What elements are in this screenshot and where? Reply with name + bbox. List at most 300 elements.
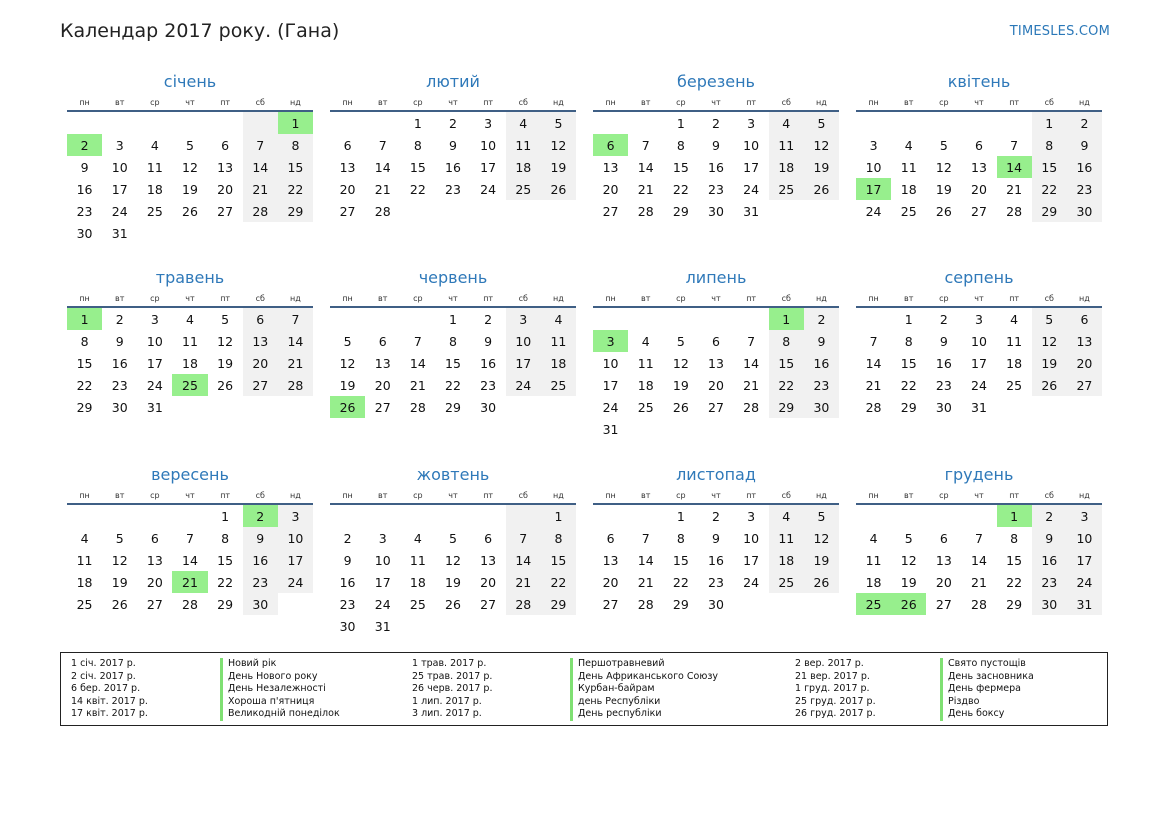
day-cell[interactable]: 11 — [865, 552, 882, 568]
day-cell[interactable]: 1 — [676, 508, 685, 524]
day-cell[interactable]: 24 — [480, 181, 497, 197]
day-cell[interactable]: 10 — [278, 527, 313, 549]
day-cell[interactable]: 24 — [374, 596, 391, 612]
day-cell[interactable]: 5 — [186, 137, 194, 153]
day-cell[interactable]: 26 — [330, 396, 365, 418]
day-cell[interactable]: 9 — [80, 159, 89, 175]
day-cell[interactable]: 29 — [1032, 200, 1067, 222]
day-cell[interactable]: 24 — [743, 574, 760, 590]
day-cell[interactable]: 9 — [1067, 134, 1102, 156]
day-cell[interactable]: 4 — [769, 504, 804, 527]
day-cell[interactable]: 12 — [804, 527, 839, 549]
day-cell[interactable]: 23 — [243, 571, 278, 593]
day-cell[interactable]: 6 — [1067, 307, 1102, 330]
day-cell[interactable]: 9 — [712, 137, 720, 153]
day-cell[interactable]: 8 — [769, 330, 804, 352]
day-cell[interactable]: 13 — [339, 159, 356, 175]
day-cell[interactable]: 30 — [935, 399, 952, 415]
day-cell[interactable]: 4 — [641, 333, 650, 349]
brand-link[interactable]: TIMESLES.COM — [1009, 24, 1110, 39]
day-cell[interactable]: 25 — [409, 596, 426, 612]
day-cell[interactable]: 17 — [480, 159, 497, 175]
day-cell[interactable]: 16 — [1032, 549, 1067, 571]
day-cell[interactable]: 31 — [111, 225, 128, 241]
day-cell[interactable]: 11 — [182, 333, 198, 349]
day-cell[interactable]: 7 — [747, 333, 756, 349]
day-cell[interactable]: 29 — [769, 396, 804, 418]
day-cell[interactable]: 11 — [1006, 333, 1023, 349]
day-cell[interactable]: 30 — [339, 618, 356, 634]
day-cell[interactable]: 21 — [243, 178, 278, 200]
day-cell[interactable]: 9 — [343, 552, 352, 568]
day-cell[interactable]: 17 — [278, 549, 313, 571]
day-cell[interactable]: 19 — [1032, 352, 1067, 374]
day-cell[interactable]: 13 — [217, 159, 234, 175]
day-cell[interactable]: 5 — [541, 111, 576, 134]
day-cell[interactable]: 22 — [278, 178, 313, 200]
day-cell[interactable]: 22 — [672, 181, 689, 197]
day-cell[interactable]: 17 — [743, 552, 760, 568]
day-cell[interactable]: 5 — [804, 111, 839, 134]
day-cell[interactable]: 25 — [900, 203, 917, 219]
day-cell[interactable]: 3 — [115, 137, 124, 153]
day-cell[interactable]: 16 — [339, 574, 356, 590]
day-cell[interactable]: 13 — [971, 159, 987, 175]
day-cell[interactable]: 23 — [1032, 571, 1067, 593]
day-cell[interactable]: 17 — [146, 355, 163, 371]
day-cell[interactable]: 18 — [182, 355, 198, 371]
day-cell[interactable]: 24 — [743, 181, 760, 197]
day-cell[interactable]: 23 — [935, 377, 952, 393]
day-cell[interactable]: 26 — [111, 596, 128, 612]
day-cell[interactable]: 28 — [374, 203, 391, 219]
day-cell[interactable]: 20 — [971, 181, 987, 197]
day-cell[interactable]: 30 — [76, 225, 93, 241]
day-cell[interactable]: 12 — [339, 355, 356, 371]
day-cell[interactable]: 25 — [1006, 377, 1023, 393]
day-cell[interactable]: 28 — [1006, 203, 1023, 219]
day-cell[interactable]: 14 — [637, 159, 654, 175]
day-cell[interactable]: 19 — [672, 377, 689, 393]
day-cell[interactable]: 8 — [449, 333, 457, 349]
day-cell[interactable]: 8 — [904, 333, 913, 349]
day-cell[interactable]: 3 — [278, 504, 313, 527]
day-cell[interactable]: 2 — [67, 134, 102, 156]
day-cell[interactable]: 6 — [712, 333, 720, 349]
day-cell[interactable]: 7 — [641, 137, 650, 153]
day-cell[interactable]: 30 — [480, 399, 497, 415]
day-cell[interactable]: 27 — [708, 399, 724, 415]
day-cell[interactable]: 18 — [541, 352, 576, 374]
day-cell[interactable]: 30 — [243, 593, 278, 615]
day-cell[interactable]: 4 — [506, 111, 541, 134]
day-cell[interactable]: 18 — [76, 574, 93, 590]
day-cell[interactable]: 21 — [637, 574, 654, 590]
day-cell[interactable]: 7 — [641, 530, 650, 546]
day-cell[interactable]: 20 — [935, 574, 952, 590]
day-cell[interactable]: 31 — [743, 203, 760, 219]
day-cell[interactable]: 10 — [506, 330, 541, 352]
day-cell[interactable]: 18 — [146, 181, 163, 197]
day-cell[interactable]: 30 — [804, 396, 839, 418]
day-cell[interactable]: 8 — [413, 137, 422, 153]
day-cell[interactable]: 20 — [1067, 352, 1102, 374]
day-cell[interactable]: 20 — [146, 574, 163, 590]
day-cell[interactable]: 11 — [900, 159, 917, 175]
day-cell[interactable]: 15 — [409, 159, 426, 175]
day-cell[interactable]: 27 — [480, 596, 497, 612]
day-cell[interactable]: 26 — [804, 571, 839, 593]
day-cell[interactable]: 9 — [1032, 527, 1067, 549]
day-cell[interactable]: 5 — [115, 530, 124, 546]
day-cell[interactable]: 29 — [217, 596, 234, 612]
day-cell[interactable]: 16 — [243, 549, 278, 571]
day-cell[interactable]: 3 — [869, 137, 878, 153]
day-cell[interactable]: 15 — [217, 552, 234, 568]
day-cell[interactable]: 7 — [869, 333, 878, 349]
day-cell[interactable]: 27 — [374, 399, 391, 415]
day-cell[interactable]: 1 — [904, 311, 913, 327]
day-cell[interactable]: 29 — [672, 596, 689, 612]
day-cell[interactable]: 28 — [409, 399, 426, 415]
day-cell[interactable]: 24 — [865, 203, 882, 219]
day-cell[interactable]: 1 — [676, 115, 685, 131]
day-cell[interactable]: 2 — [939, 311, 948, 327]
day-cell[interactable]: 3 — [1067, 504, 1102, 527]
day-cell[interactable]: 20 — [217, 181, 234, 197]
day-cell[interactable]: 24 — [1067, 571, 1102, 593]
day-cell[interactable]: 10 — [374, 552, 391, 568]
day-cell[interactable]: 6 — [975, 137, 983, 153]
day-cell[interactable]: 17 — [743, 159, 760, 175]
day-cell[interactable]: 14 — [374, 159, 391, 175]
day-cell[interactable]: 21 — [637, 181, 654, 197]
day-cell[interactable]: 25 — [637, 399, 654, 415]
day-cell[interactable]: 1 — [67, 307, 102, 330]
day-cell[interactable]: 13 — [602, 552, 619, 568]
day-cell[interactable]: 17 — [971, 355, 987, 371]
day-cell[interactable]: 2 — [343, 530, 352, 546]
day-cell[interactable]: 25 — [541, 374, 576, 396]
day-cell[interactable]: 26 — [541, 178, 576, 200]
day-cell[interactable]: 21 — [374, 181, 391, 197]
day-cell[interactable]: 23 — [339, 596, 356, 612]
day-cell[interactable]: 10 — [971, 333, 987, 349]
day-cell[interactable]: 18 — [409, 574, 426, 590]
day-cell[interactable]: 28 — [506, 593, 541, 615]
day-cell[interactable]: 16 — [708, 552, 724, 568]
day-cell[interactable]: 22 — [409, 181, 426, 197]
day-cell[interactable]: 1 — [413, 115, 422, 131]
day-cell[interactable]: 13 — [146, 552, 163, 568]
day-cell[interactable]: 20 — [243, 352, 278, 374]
day-cell[interactable]: 17 — [602, 377, 619, 393]
day-cell[interactable]: 2 — [449, 115, 457, 131]
day-cell[interactable]: 4 — [541, 307, 576, 330]
day-cell[interactable]: 9 — [449, 137, 457, 153]
day-cell[interactable]: 20 — [708, 377, 724, 393]
day-cell[interactable]: 26 — [891, 593, 926, 615]
day-cell[interactable]: 27 — [602, 596, 619, 612]
day-cell[interactable]: 25 — [506, 178, 541, 200]
day-cell[interactable]: 13 — [1067, 330, 1102, 352]
day-cell[interactable]: 13 — [708, 355, 724, 371]
day-cell[interactable]: 29 — [445, 399, 461, 415]
day-cell[interactable]: 5 — [939, 137, 948, 153]
day-cell[interactable]: 13 — [374, 355, 391, 371]
day-cell[interactable]: 10 — [743, 137, 760, 153]
day-cell[interactable]: 7 — [506, 527, 541, 549]
day-cell[interactable]: 15 — [1032, 156, 1067, 178]
day-cell[interactable]: 25 — [172, 374, 207, 396]
day-cell[interactable]: 15 — [445, 355, 461, 371]
day-cell[interactable]: 25 — [76, 596, 93, 612]
day-cell[interactable]: 12 — [804, 134, 839, 156]
day-cell[interactable]: 11 — [506, 134, 541, 156]
day-cell[interactable]: 14 — [243, 156, 278, 178]
day-cell[interactable]: 23 — [111, 377, 128, 393]
day-cell[interactable]: 11 — [541, 330, 576, 352]
day-cell[interactable]: 4 — [80, 530, 89, 546]
day-cell[interactable]: 21 — [409, 377, 426, 393]
day-cell[interactable]: 29 — [900, 399, 917, 415]
day-cell[interactable]: 10 — [146, 333, 163, 349]
day-cell[interactable]: 12 — [217, 333, 234, 349]
day-cell[interactable]: 17 — [111, 181, 128, 197]
day-cell[interactable]: 1 — [1032, 111, 1067, 134]
day-cell[interactable]: 6 — [484, 530, 493, 546]
day-cell[interactable]: 12 — [900, 552, 917, 568]
day-cell[interactable]: 17 — [374, 574, 391, 590]
day-cell[interactable]: 30 — [1032, 593, 1067, 615]
day-cell[interactable]: 2 — [712, 508, 720, 524]
day-cell[interactable]: 8 — [80, 333, 89, 349]
day-cell[interactable]: 29 — [672, 203, 689, 219]
day-cell[interactable]: 14 — [506, 549, 541, 571]
day-cell[interactable]: 26 — [935, 203, 952, 219]
day-cell[interactable]: 26 — [217, 377, 234, 393]
day-cell[interactable]: 4 — [869, 530, 878, 546]
day-cell[interactable]: 27 — [243, 374, 278, 396]
day-cell[interactable]: 20 — [602, 181, 619, 197]
day-cell[interactable]: 14 — [278, 330, 313, 352]
day-cell[interactable]: 7 — [975, 530, 983, 546]
day-cell[interactable]: 27 — [935, 596, 952, 612]
day-cell[interactable]: 24 — [111, 203, 128, 219]
day-cell[interactable]: 14 — [182, 552, 198, 568]
day-cell[interactable]: 15 — [1006, 552, 1023, 568]
day-cell[interactable]: 28 — [182, 596, 198, 612]
day-cell[interactable]: 28 — [865, 399, 882, 415]
day-cell[interactable]: 3 — [150, 311, 159, 327]
day-cell[interactable]: 22 — [76, 377, 93, 393]
day-cell[interactable]: 19 — [217, 355, 234, 371]
day-cell[interactable]: 16 — [708, 159, 724, 175]
day-cell[interactable]: 18 — [865, 574, 882, 590]
day-cell[interactable]: 18 — [900, 181, 917, 197]
day-cell[interactable]: 8 — [541, 527, 576, 549]
day-cell[interactable]: 15 — [769, 352, 804, 374]
day-cell[interactable]: 1 — [221, 508, 230, 524]
day-cell[interactable]: 8 — [676, 137, 685, 153]
day-cell[interactable]: 24 — [506, 374, 541, 396]
day-cell[interactable]: 20 — [602, 574, 619, 590]
day-cell[interactable]: 11 — [769, 134, 804, 156]
day-cell[interactable]: 3 — [747, 508, 756, 524]
day-cell[interactable]: 20 — [480, 574, 497, 590]
day-cell[interactable]: 18 — [769, 156, 804, 178]
day-cell[interactable]: 20 — [339, 181, 356, 197]
day-cell[interactable]: 2 — [115, 311, 124, 327]
day-cell[interactable]: 28 — [743, 399, 760, 415]
day-cell[interactable]: 15 — [541, 549, 576, 571]
day-cell[interactable]: 14 — [997, 156, 1032, 178]
day-cell[interactable]: 21 — [506, 571, 541, 593]
day-cell[interactable]: 9 — [712, 530, 720, 546]
day-cell[interactable]: 22 — [1006, 574, 1023, 590]
day-cell[interactable]: 27 — [339, 203, 356, 219]
day-cell[interactable]: 28 — [971, 596, 987, 612]
day-cell[interactable]: 4 — [186, 311, 194, 327]
day-cell[interactable]: 3 — [378, 530, 387, 546]
day-cell[interactable]: 26 — [182, 203, 198, 219]
day-cell[interactable]: 22 — [672, 574, 689, 590]
day-cell[interactable]: 14 — [743, 355, 760, 371]
day-cell[interactable]: 2 — [712, 115, 720, 131]
day-cell[interactable]: 23 — [445, 181, 461, 197]
day-cell[interactable]: 23 — [804, 374, 839, 396]
day-cell[interactable]: 15 — [278, 156, 313, 178]
day-cell[interactable]: 17 — [1067, 549, 1102, 571]
day-cell[interactable]: 12 — [1032, 330, 1067, 352]
day-cell[interactable]: 19 — [182, 181, 198, 197]
day-cell[interactable]: 8 — [278, 134, 313, 156]
day-cell[interactable]: 8 — [1010, 530, 1019, 546]
day-cell[interactable]: 13 — [243, 330, 278, 352]
day-cell[interactable]: 16 — [76, 181, 93, 197]
day-cell[interactable]: 19 — [111, 574, 128, 590]
day-cell[interactable]: 17 — [506, 352, 541, 374]
day-cell[interactable]: 15 — [672, 552, 689, 568]
day-cell[interactable]: 3 — [484, 115, 493, 131]
day-cell[interactable]: 24 — [146, 377, 163, 393]
day-cell[interactable]: 30 — [111, 399, 128, 415]
day-cell[interactable]: 6 — [378, 333, 387, 349]
day-cell[interactable]: 23 — [708, 181, 724, 197]
day-cell[interactable]: 19 — [804, 156, 839, 178]
day-cell[interactable]: 2 — [484, 311, 493, 327]
day-cell[interactable]: 1 — [278, 111, 313, 134]
day-cell[interactable]: 18 — [1006, 355, 1023, 371]
day-cell[interactable]: 6 — [150, 530, 159, 546]
day-cell[interactable]: 14 — [971, 552, 987, 568]
day-cell[interactable]: 1 — [997, 504, 1032, 527]
day-cell[interactable]: 19 — [900, 574, 917, 590]
day-cell[interactable]: 9 — [484, 333, 493, 349]
day-cell[interactable]: 5 — [1032, 307, 1067, 330]
day-cell[interactable]: 4 — [904, 137, 913, 153]
day-cell[interactable]: 15 — [76, 355, 93, 371]
day-cell[interactable]: 7 — [186, 530, 194, 546]
day-cell[interactable]: 27 — [146, 596, 163, 612]
day-cell[interactable]: 26 — [1032, 374, 1067, 396]
day-cell[interactable]: 5 — [343, 333, 352, 349]
day-cell[interactable]: 18 — [637, 377, 654, 393]
day-cell[interactable]: 7 — [278, 307, 313, 330]
day-cell[interactable]: 2 — [243, 504, 278, 527]
day-cell[interactable]: 26 — [445, 596, 461, 612]
day-cell[interactable]: 29 — [1006, 596, 1023, 612]
day-cell[interactable]: 6 — [221, 137, 230, 153]
day-cell[interactable]: 2 — [804, 307, 839, 330]
day-cell[interactable]: 18 — [506, 156, 541, 178]
day-cell[interactable]: 22 — [541, 571, 576, 593]
day-cell[interactable]: 31 — [971, 399, 987, 415]
day-cell[interactable]: 14 — [637, 552, 654, 568]
day-cell[interactable]: 15 — [672, 159, 689, 175]
day-cell[interactable]: 15 — [900, 355, 917, 371]
day-cell[interactable]: 5 — [449, 530, 457, 546]
day-cell[interactable]: 13 — [935, 552, 952, 568]
day-cell[interactable]: 10 — [1067, 527, 1102, 549]
day-cell[interactable]: 27 — [602, 203, 619, 219]
day-cell[interactable]: 16 — [111, 355, 128, 371]
day-cell[interactable]: 6 — [939, 530, 948, 546]
day-cell[interactable]: 21 — [172, 571, 207, 593]
day-cell[interactable]: 23 — [76, 203, 93, 219]
day-cell[interactable]: 21 — [865, 377, 882, 393]
day-cell[interactable]: 2 — [1032, 504, 1067, 527]
day-cell[interactable]: 20 — [374, 377, 391, 393]
day-cell[interactable]: 5 — [676, 333, 685, 349]
day-cell[interactable]: 1 — [449, 311, 457, 327]
day-cell[interactable]: 30 — [1067, 200, 1102, 222]
day-cell[interactable]: 29 — [76, 399, 93, 415]
day-cell[interactable]: 23 — [708, 574, 724, 590]
day-cell[interactable]: 22 — [1032, 178, 1067, 200]
day-cell[interactable]: 29 — [278, 200, 313, 222]
day-cell[interactable]: 7 — [243, 134, 278, 156]
day-cell[interactable]: 23 — [1067, 178, 1102, 200]
day-cell[interactable]: 4 — [150, 137, 159, 153]
day-cell[interactable]: 7 — [378, 137, 387, 153]
day-cell[interactable]: 28 — [637, 596, 654, 612]
day-cell[interactable]: 11 — [769, 527, 804, 549]
day-cell[interactable]: 30 — [708, 203, 724, 219]
day-cell[interactable]: 21 — [971, 574, 987, 590]
day-cell[interactable]: 25 — [769, 178, 804, 200]
day-cell[interactable]: 17 — [856, 178, 891, 200]
day-cell[interactable]: 2 — [1067, 111, 1102, 134]
day-cell[interactable]: 10 — [602, 355, 619, 371]
day-cell[interactable]: 13 — [602, 159, 619, 175]
day-cell[interactable]: 21 — [743, 377, 760, 393]
day-cell[interactable]: 16 — [480, 355, 497, 371]
day-cell[interactable]: 22 — [445, 377, 461, 393]
day-cell[interactable]: 24 — [278, 571, 313, 593]
day-cell[interactable]: 9 — [115, 333, 124, 349]
day-cell[interactable]: 28 — [637, 203, 654, 219]
day-cell[interactable]: 8 — [221, 530, 230, 546]
day-cell[interactable]: 19 — [541, 156, 576, 178]
day-cell[interactable]: 1 — [541, 504, 576, 527]
day-cell[interactable]: 10 — [480, 137, 497, 153]
day-cell[interactable]: 24 — [602, 399, 619, 415]
day-cell[interactable]: 11 — [409, 552, 426, 568]
day-cell[interactable]: 19 — [935, 181, 952, 197]
day-cell[interactable]: 12 — [672, 355, 689, 371]
day-cell[interactable]: 27 — [1067, 374, 1102, 396]
